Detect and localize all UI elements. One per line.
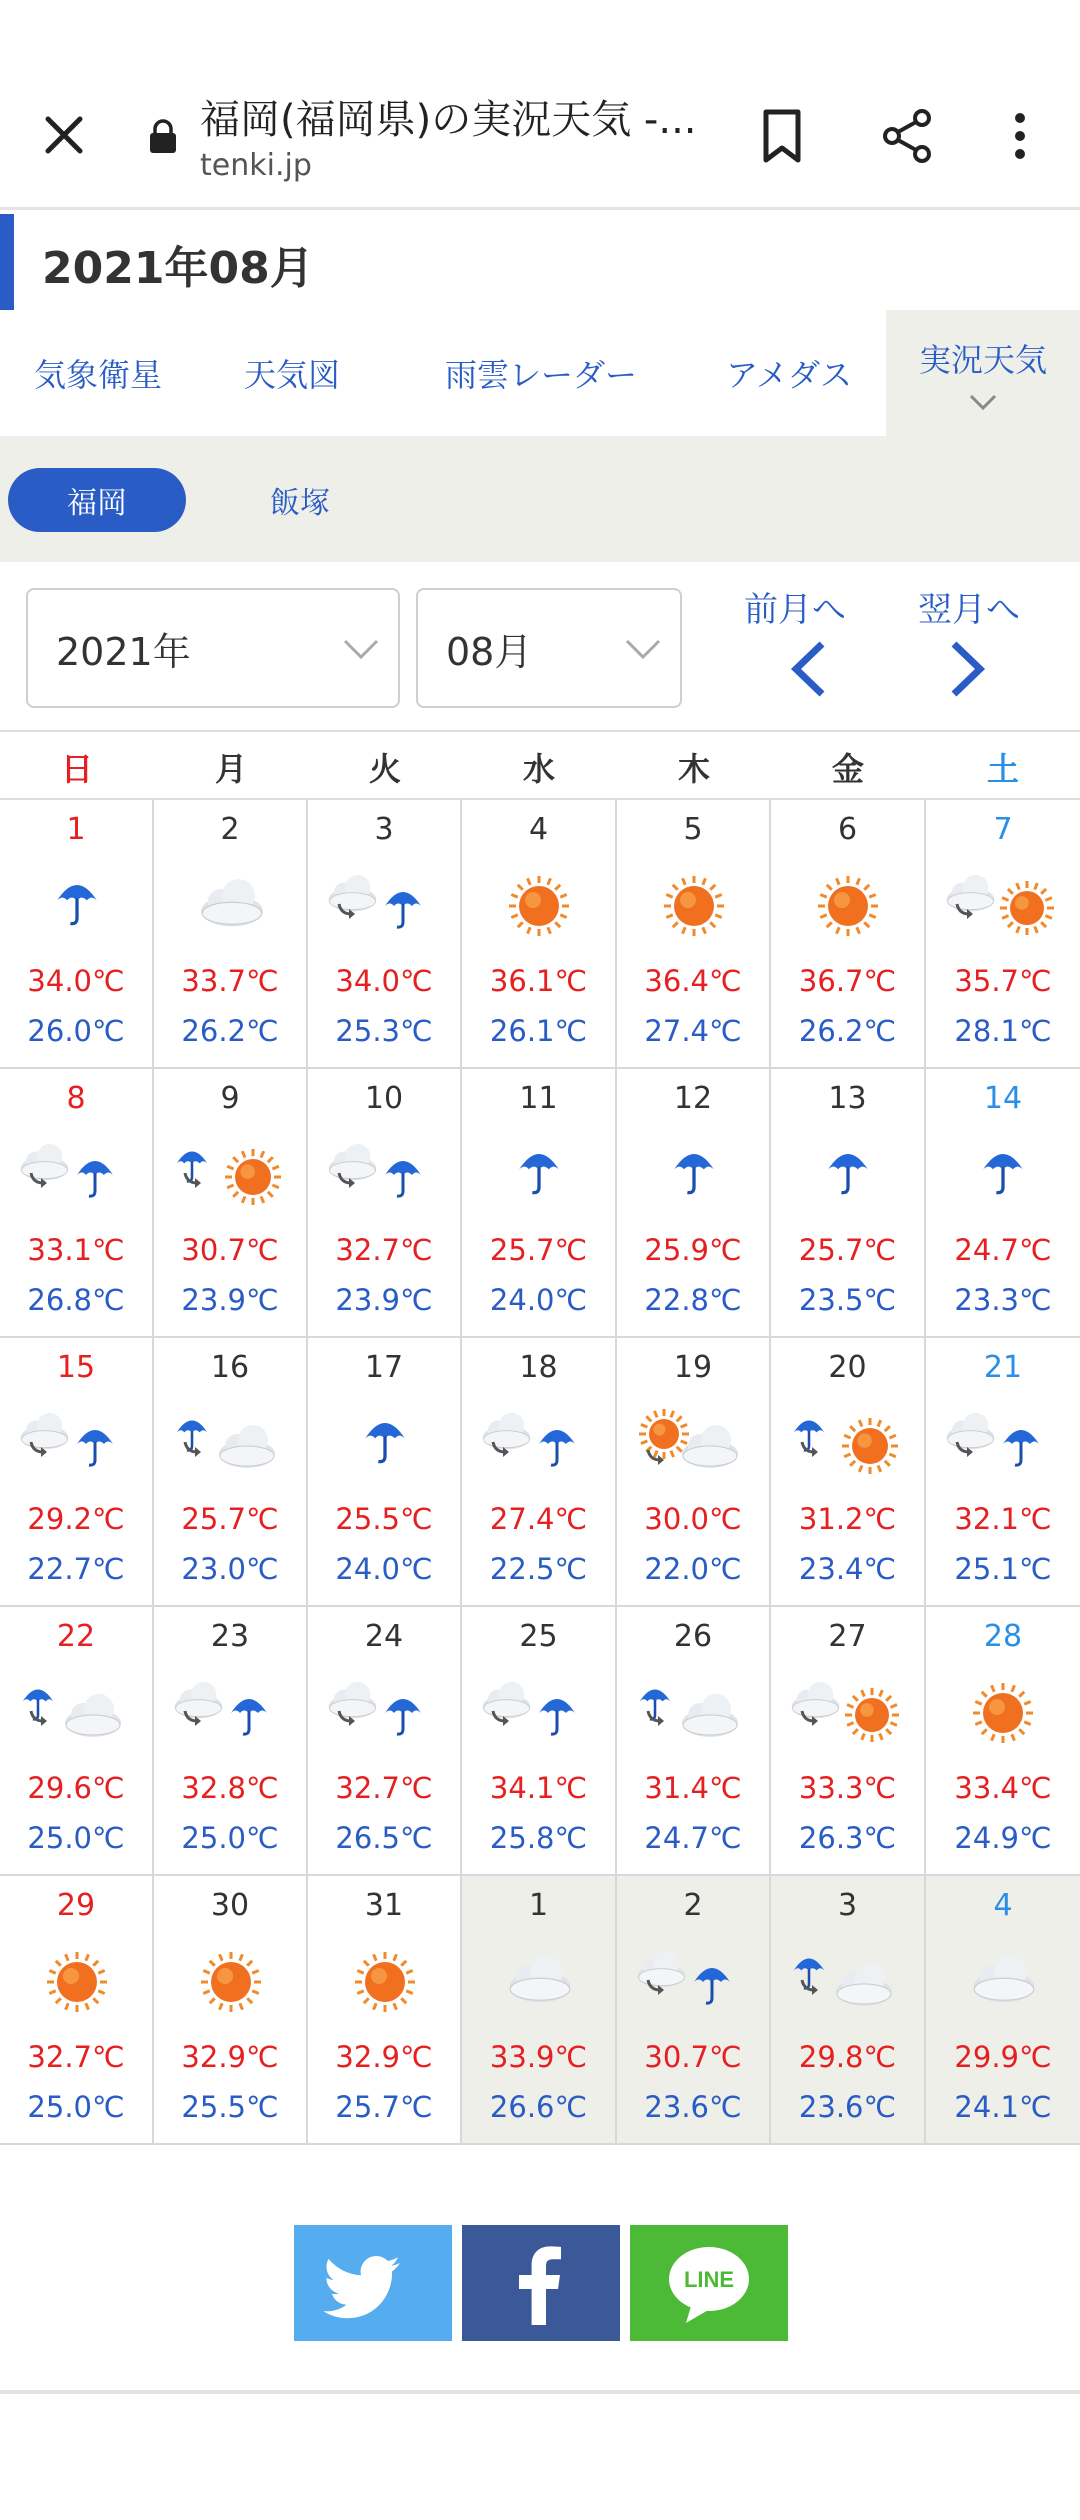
high-temp: 33.1℃	[27, 1233, 125, 1267]
facebook-icon	[462, 2225, 620, 2341]
line-label: LINE	[683, 2267, 735, 2292]
tab-amedas[interactable]	[694, 310, 884, 436]
high-temp: 25.9℃	[644, 1233, 742, 1267]
line-share-button[interactable]	[630, 2225, 788, 2341]
day-number: 7	[993, 812, 1013, 847]
calendar-day[interactable]	[926, 800, 1080, 1069]
cloud-rain-weather-icon	[943, 1404, 1063, 1484]
cloud-weather-icon	[943, 1942, 1063, 2022]
sun-weather-icon	[479, 866, 599, 946]
high-temp: 32.7℃	[335, 1771, 433, 1805]
high-temp: 33.9℃	[489, 2040, 588, 2074]
day-number: 15	[56, 1350, 96, 1385]
low-temp: 23.5℃	[798, 1283, 897, 1317]
sun-weather-icon	[788, 866, 908, 946]
sun-weather-icon	[634, 866, 754, 946]
month-header	[0, 214, 1080, 310]
chevron-down-icon	[342, 638, 380, 660]
low-temp: 25.5℃	[181, 2090, 279, 2124]
sun-weather-icon	[325, 1942, 445, 2022]
high-temp: 32.8℃	[181, 1771, 279, 1805]
rain-cloud-weather-icon	[634, 1673, 754, 1753]
low-temp: 23.4℃	[798, 1552, 897, 1586]
more-icon[interactable]	[1000, 104, 1040, 168]
calendar-day[interactable]	[308, 1607, 462, 1876]
high-temp: 25.5℃	[335, 1502, 433, 1536]
low-temp: 23.9℃	[181, 1283, 279, 1317]
low-temp: 25.0℃	[27, 1821, 125, 1855]
chevron-left-icon[interactable]	[784, 640, 834, 698]
month-select[interactable]	[416, 588, 682, 708]
calendar-day[interactable]	[771, 800, 926, 1069]
rain-cloud-weather-icon	[788, 1942, 908, 2022]
calendar-day[interactable]	[308, 1876, 462, 2145]
calendar-day[interactable]	[462, 1069, 617, 1338]
month-controls	[0, 562, 1080, 730]
lock-icon	[146, 118, 180, 154]
cloud-weather-icon	[171, 866, 291, 946]
calendar-day[interactable]	[154, 1607, 308, 1876]
high-temp: 32.9℃	[181, 2040, 279, 2074]
day-number: 31	[364, 1888, 404, 1923]
low-temp: 25.1℃	[954, 1552, 1052, 1586]
cloud-weather-icon	[479, 1942, 599, 2022]
day-number: 30	[210, 1888, 250, 1923]
calendar-day[interactable]	[154, 800, 308, 1069]
calendar-day[interactable]	[154, 1338, 308, 1607]
day-number: 8	[66, 1081, 86, 1116]
tab-label: 実況天気	[918, 341, 1047, 379]
cloud-rain-weather-icon	[479, 1404, 599, 1484]
low-temp: 25.8℃	[489, 1821, 588, 1855]
share-icon[interactable]	[878, 104, 938, 168]
cloud-rain-weather-icon	[171, 1673, 291, 1753]
day-number: 20	[828, 1350, 867, 1385]
low-temp: 24.0℃	[489, 1283, 588, 1317]
day-number: 12	[673, 1081, 713, 1116]
high-temp: 33.7℃	[181, 964, 279, 998]
high-temp: 29.8℃	[798, 2040, 897, 2074]
high-temp: 30.7℃	[644, 2040, 742, 2074]
weekday-fri: 金	[831, 750, 864, 788]
day-number: 2	[683, 1888, 703, 1923]
high-temp: 34.1℃	[489, 1771, 588, 1805]
rain-sun-weather-icon	[788, 1404, 908, 1484]
cloud-rain-weather-icon	[325, 1135, 445, 1215]
low-temp: 23.0℃	[181, 1552, 279, 1586]
low-temp: 22.5℃	[489, 1552, 588, 1586]
high-temp: 27.4℃	[489, 1502, 588, 1536]
category-tabs	[0, 310, 1080, 436]
calendar-day[interactable]	[617, 1876, 771, 2145]
low-temp: 22.0℃	[644, 1552, 742, 1586]
calendar-day[interactable]	[926, 1069, 1080, 1338]
low-temp: 26.5℃	[335, 1821, 433, 1855]
high-temp: 34.0℃	[27, 964, 125, 998]
browser-toolbar	[0, 0, 1080, 210]
low-temp: 26.6℃	[489, 2090, 588, 2124]
low-temp: 25.0℃	[181, 1821, 279, 1855]
calendar-day[interactable]	[771, 1069, 926, 1338]
day-number: 17	[364, 1350, 404, 1385]
high-temp: 35.7℃	[954, 964, 1052, 998]
rain-weather-icon	[325, 1404, 445, 1484]
next-month-link[interactable]: 翌月へ	[918, 590, 1020, 630]
low-temp: 26.1℃	[489, 1014, 588, 1048]
day-number: 4	[528, 812, 549, 847]
low-temp: 26.2℃	[798, 1014, 897, 1048]
day-number: 29	[56, 1888, 96, 1923]
calendar-day[interactable]	[154, 1876, 308, 2145]
location-fukuoka[interactable]: 福岡	[8, 468, 186, 532]
rain-weather-icon	[17, 866, 137, 946]
rain-sun-weather-icon	[171, 1135, 291, 1215]
weekday-sat: 土	[986, 750, 1019, 788]
low-temp: 22.8℃	[644, 1283, 742, 1317]
chevron-down-icon	[968, 393, 998, 411]
day-number: 11	[519, 1081, 558, 1116]
prev-month-link[interactable]: 前月へ	[744, 590, 846, 630]
calendar-day[interactable]	[926, 1876, 1080, 2145]
high-temp: 32.7℃	[335, 1233, 433, 1267]
sun-weather-icon	[17, 1942, 137, 2022]
day-number: 24	[364, 1619, 404, 1654]
day-number: 16	[210, 1350, 250, 1385]
sun-cloud-weather-icon	[634, 1404, 754, 1484]
day-number: 1	[66, 812, 86, 847]
page-url[interactable]: tenki.jp	[200, 148, 312, 183]
high-temp: 31.2℃	[798, 1502, 897, 1536]
low-temp: 26.2℃	[181, 1014, 279, 1048]
calendar-day[interactable]	[771, 1607, 926, 1876]
cloud-rain-weather-icon	[479, 1673, 599, 1753]
day-number: 5	[683, 812, 703, 847]
weekday-wed: 水	[522, 750, 555, 788]
tab-current-weather[interactable]	[886, 310, 1080, 436]
tab-label: アメダス	[725, 356, 853, 394]
calendar-day[interactable]	[617, 1069, 771, 1338]
calendar-day[interactable]	[0, 1069, 154, 1338]
sun-weather-icon	[943, 1673, 1063, 1753]
calendar-day[interactable]	[0, 1876, 154, 2145]
cloud-sun-weather-icon	[943, 866, 1063, 946]
day-number: 2	[220, 812, 240, 847]
high-temp: 32.7℃	[27, 2040, 125, 2074]
day-number: 10	[364, 1081, 404, 1116]
year-select[interactable]	[26, 588, 400, 708]
low-temp: 24.0℃	[335, 1552, 433, 1586]
day-number: 3	[374, 812, 394, 847]
high-temp: 31.4℃	[644, 1771, 742, 1805]
location-tabs	[0, 436, 1080, 562]
low-temp: 26.8℃	[27, 1283, 125, 1317]
weekday-mon: 月	[214, 750, 247, 788]
line-icon	[630, 2225, 788, 2341]
low-temp: 25.7℃	[335, 2090, 433, 2124]
low-temp: 26.3℃	[798, 1821, 897, 1855]
day-number: 21	[983, 1350, 1023, 1385]
high-temp: 36.4℃	[644, 964, 742, 998]
twitter-share-button[interactable]	[294, 2225, 452, 2341]
low-temp: 22.7℃	[27, 1552, 125, 1586]
tab-satellite[interactable]	[0, 310, 196, 436]
cloud-rain-weather-icon	[325, 1673, 445, 1753]
cloud-rain-weather-icon	[325, 866, 445, 946]
low-temp: 27.4℃	[644, 1014, 742, 1048]
day-number: 27	[828, 1619, 867, 1654]
low-temp: 24.9℃	[954, 1821, 1052, 1855]
cloud-rain-weather-icon	[634, 1942, 754, 2022]
cloud-sun-weather-icon	[788, 1673, 908, 1753]
day-number: 3	[837, 1888, 858, 1923]
high-temp: 25.7℃	[798, 1233, 897, 1267]
footer-divider	[0, 2390, 1080, 2394]
high-temp: 36.7℃	[798, 964, 897, 998]
low-temp: 26.0℃	[27, 1014, 125, 1048]
month-value: 08月	[446, 629, 533, 674]
calendar-day[interactable]	[308, 800, 462, 1069]
low-temp: 23.6℃	[798, 2090, 897, 2124]
close-icon[interactable]	[34, 105, 94, 165]
low-temp: 24.7℃	[644, 1821, 742, 1855]
high-temp: 30.7℃	[181, 1233, 279, 1267]
calendar-day[interactable]	[462, 1607, 617, 1876]
high-temp: 29.2℃	[27, 1502, 125, 1536]
rain-weather-icon	[788, 1135, 908, 1215]
day-number: 18	[519, 1350, 558, 1385]
rain-weather-icon	[943, 1135, 1063, 1215]
high-temp: 30.0℃	[644, 1502, 742, 1536]
high-temp: 25.7℃	[489, 1233, 588, 1267]
day-number: 19	[673, 1350, 713, 1385]
high-temp: 33.3℃	[798, 1771, 897, 1805]
day-number: 23	[210, 1619, 250, 1654]
twitter-icon	[294, 2225, 452, 2341]
low-temp: 28.1℃	[954, 1014, 1052, 1048]
chevron-right-icon[interactable]	[942, 640, 992, 698]
sun-weather-icon	[171, 1942, 291, 2022]
page-title[interactable]: 福岡(福岡県)の実況天気 -...	[200, 97, 697, 143]
calendar-day[interactable]	[0, 1338, 154, 1607]
high-temp: 34.0℃	[335, 964, 433, 998]
tab-rain-radar[interactable]	[388, 310, 694, 436]
low-temp: 25.3℃	[335, 1014, 433, 1048]
high-temp: 33.4℃	[954, 1771, 1052, 1805]
high-temp: 24.7℃	[954, 1233, 1052, 1267]
tab-label: 雨雲レーダー	[444, 356, 637, 394]
weekday-header	[0, 730, 1080, 800]
month-title: 2021年08月	[42, 243, 314, 294]
high-temp: 32.1℃	[954, 1502, 1052, 1536]
facebook-share-button[interactable]	[462, 2225, 620, 2341]
day-number: 26	[673, 1619, 713, 1654]
calendar-day[interactable]	[926, 1607, 1080, 1876]
calendar-day[interactable]	[0, 800, 154, 1069]
chevron-down-icon	[624, 638, 662, 660]
calendar-day[interactable]	[462, 800, 617, 1069]
tab-label: 天気図	[243, 356, 340, 394]
day-number: 13	[828, 1081, 867, 1116]
calendar-day[interactable]	[0, 1607, 154, 1876]
high-temp: 36.1℃	[489, 964, 588, 998]
calendar-day[interactable]	[617, 1338, 771, 1607]
rain-cloud-weather-icon	[171, 1404, 291, 1484]
location-iizuka[interactable]: 飯塚	[270, 486, 330, 521]
calendar-day[interactable]	[462, 1338, 617, 1607]
year-value: 2021年	[56, 629, 191, 674]
calendar-day[interactable]	[771, 1876, 926, 2145]
calendar-day[interactable]	[771, 1338, 926, 1607]
calendar-day[interactable]	[308, 1069, 462, 1338]
weekday-tue: 火	[368, 750, 401, 788]
rain-weather-icon	[634, 1135, 754, 1215]
day-number: 22	[56, 1619, 96, 1654]
rain-cloud-weather-icon	[17, 1673, 137, 1753]
day-number: 9	[220, 1081, 240, 1116]
calendar-day[interactable]	[154, 1069, 308, 1338]
day-number: 28	[983, 1619, 1023, 1654]
bookmark-icon[interactable]	[754, 104, 810, 168]
low-temp: 25.0℃	[27, 2090, 125, 2124]
day-number: 6	[837, 812, 858, 847]
low-temp: 23.6℃	[644, 2090, 742, 2124]
low-temp: 24.1℃	[954, 2090, 1052, 2124]
high-temp: 25.7℃	[181, 1502, 279, 1536]
low-temp: 23.9℃	[335, 1283, 433, 1317]
day-number: 4	[993, 1888, 1013, 1923]
cloud-rain-weather-icon	[17, 1135, 137, 1215]
high-temp: 29.9℃	[954, 2040, 1052, 2074]
rain-weather-icon	[479, 1135, 599, 1215]
calendar-day[interactable]	[308, 1338, 462, 1607]
cloud-rain-weather-icon	[17, 1404, 137, 1484]
calendar-day[interactable]	[617, 1607, 771, 1876]
high-temp: 29.6℃	[27, 1771, 125, 1805]
calendar-day[interactable]	[617, 800, 771, 1069]
calendar-day[interactable]	[462, 1876, 617, 2145]
weekday-thu: 木	[677, 750, 710, 788]
day-number: 1	[528, 1888, 549, 1923]
high-temp: 32.9℃	[335, 2040, 433, 2074]
day-number: 14	[983, 1081, 1023, 1116]
tab-label: 気象衛星	[33, 356, 162, 394]
day-number: 25	[519, 1619, 558, 1654]
tab-weather-map[interactable]	[196, 310, 388, 436]
accent-bar	[0, 214, 14, 310]
calendar-day[interactable]	[926, 1338, 1080, 1607]
weekday-sun: 日	[60, 750, 93, 788]
low-temp: 23.3℃	[954, 1283, 1052, 1317]
